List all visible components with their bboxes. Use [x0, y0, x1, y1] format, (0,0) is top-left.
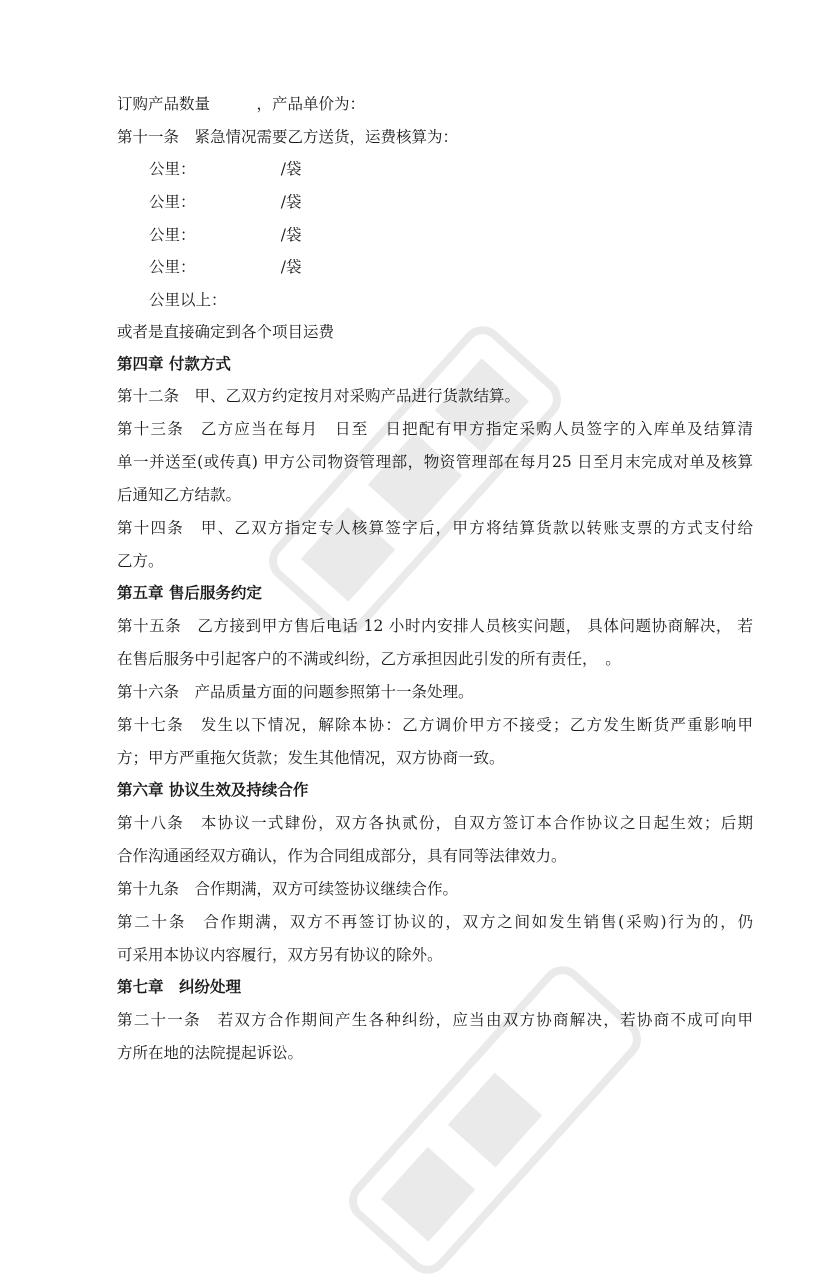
article-20-line-2: 可采用本协议内容履行，双方另有协议的除外。 [117, 946, 443, 964]
freight-row-above: 公里以上： [149, 291, 227, 309]
watermark-logo [260, 317, 570, 643]
freight-row: 公里： /袋 [149, 226, 302, 244]
chapter-6-heading: 第六章 协议生效及持续合作 [117, 781, 309, 799]
article-16: 第十六条 产品质量方面的问题参照第十一条处理。 [117, 683, 474, 701]
article-12: 第十二条 甲、乙双方约定按月对采购产品进行货款结算。 [117, 387, 521, 405]
article-18-line-2: 合作沟通函经双方确认，作为合同组成部分，具有同等法律效力。 [117, 847, 567, 865]
freight-row: 公里： /袋 [149, 258, 302, 276]
project-freight-line: 或者是直接确定到各个项目运费 [117, 323, 335, 341]
article-21-line-1: 第二十一条 若双方合作期间产生各种纠纷，应当由双方协商解决，若协商不成可向甲 [117, 1011, 753, 1029]
article-14-line-1: 第十四条 甲、乙双方指定专人核算签字后，甲方将结算货款以转账支票的方式支付给 [117, 519, 753, 537]
article-13-line-1: 第十三条 乙方应当在每月 日至 日把配有甲方指定采购人员签字的入库单及结算清 [117, 420, 753, 438]
article-13-line-3: 后通知乙方结款。 [117, 486, 242, 504]
article-17-line-1: 第十七条 发生以下情况，解除本协：乙方调价甲方不接受；乙方发生断货严重影响甲 [117, 716, 753, 734]
freight-row: 公里： /袋 [149, 193, 302, 211]
article-21-line-2: 方所在地的法院提起诉讼。 [117, 1044, 304, 1062]
article-14-line-2: 乙方。 [117, 552, 164, 570]
article-17-line-2: 方；甲方严重拖欠货款；发生其他情况，双方协商一致。 [117, 749, 505, 767]
article-13-line-2: 单一并送至(或传真) 甲方公司物资管理部，物资管理部在每月25 日至月末完成对单及核算 [117, 453, 753, 471]
freight-row: 公里： /袋 [149, 160, 302, 178]
article-18-line-1: 第十八条 本协议一式肆份，双方各执贰份，自双方签订本合作协议之日起生效；后期 [117, 814, 753, 832]
article-15-line-1: 第十五条 乙方接到甲方售后电话 12 小时内安排人员核实问题， 具体问题协商解决， 若 [117, 617, 753, 635]
article-11: 第十一条 紧急情况需要乙方送货，运费核算为： [117, 128, 459, 146]
chapter-7-heading: 第七章 纠纷处理 [117, 978, 242, 996]
chapter-4-heading: 第四章 付款方式 [117, 355, 231, 373]
product-quantity-line: 订购产品数量 ，产品单价为： [117, 95, 366, 113]
article-20-line-1: 第二十条 合作期满，双方不再签订协议的，双方之间如发生销售(采购)行为的，仍 [117, 913, 753, 931]
watermark-logo-bottom [340, 957, 650, 1283]
article-19: 第十九条 合作期满，双方可续签协议继续合作。 [117, 880, 459, 898]
chapter-5-heading: 第五章 售后服务约定 [117, 584, 262, 602]
article-15-line-2: 在售后服务中引起客户的不满或纠纷，乙方承担因此引发的所有责任， 。 [117, 650, 621, 668]
